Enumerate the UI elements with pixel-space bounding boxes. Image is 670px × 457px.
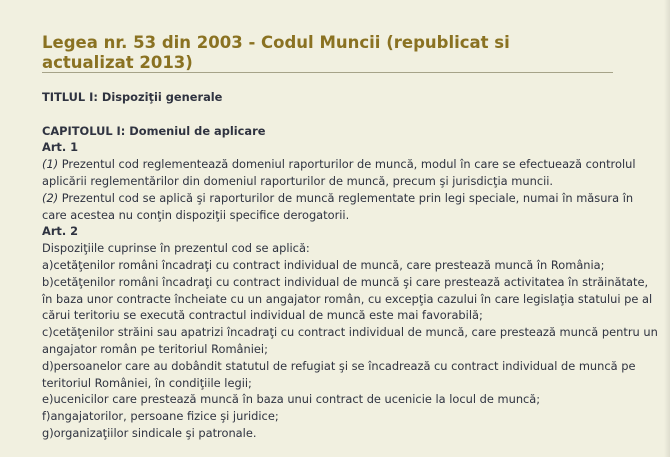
paragraph-text: Prezentul cod se aplică şi raporturilor de muncă reglementate prin legi speciale, numai în măsura în	[58, 190, 634, 205]
article-1-paragraph-2-cont: care acestea nu conţin dispoziţii specifice derogatorii.	[42, 207, 350, 222]
article-1-paragraph-1-cont: aplicării reglementărilor din domeniul raporturilor de muncă, precum şi jurisdicţia muncii.	[42, 173, 554, 188]
capitolul-heading: CAPITOLUL I: Domeniul de aplicare	[42, 123, 266, 138]
paragraph-number: (1)	[42, 157, 59, 172]
title-divider	[42, 72, 613, 73]
article-2-line: d)persoanelor care au dobândit statutul de refugiat şi se încadrează cu contract individual de muncă pe	[42, 358, 636, 373]
page-title	[42, 33, 602, 73]
spacer	[42, 106, 662, 123]
article-2-line: teritoriul României, în condiţiile legii;	[42, 375, 252, 390]
article-2-line: Dispoziţiile cuprinse în prezentul cod se aplică:	[42, 241, 310, 256]
article-1-paragraph-2	[42, 190, 662, 207]
article-2-line: b)cetăţenilor români încadraţi cu contract individual de muncă şi care prestează activitatea în străinătate,	[42, 274, 649, 289]
page-title-line-2: actualizat 2013)	[42, 53, 193, 72]
titlul-heading: TITLUL I: Dispoziţii generale	[42, 90, 223, 104]
article-2-line: cărui teritoriu se execută contractul individual de muncă este mai favorabilă;	[42, 308, 483, 323]
article-2-line: în baza unor contracte încheiate cu un angajator român, cu excepţia cazului în care legislaţia statului pe al	[42, 291, 653, 306]
article-2-heading: Art. 2	[42, 224, 79, 239]
article-2-line: e)ucenicilor care prestează muncă în baza unui contract de ucenicie la locul de muncă;	[42, 392, 541, 407]
article-2-line: f)angajatorilor, persoane fizice şi juridice;	[42, 409, 279, 424]
paragraph-text: Prezentul cod reglementează domeniul raporturilor de muncă, modul în care se efectuează controlul	[58, 157, 636, 172]
article-2-line: g)organizaţiilor sindicale şi patronale.	[42, 425, 257, 440]
page-edge-shadow	[664, 0, 670, 457]
document-body	[42, 89, 662, 442]
article-2-line: angajator român pe teritoriul României;	[42, 341, 268, 356]
page-title-line-1: Legea nr. 53 din 2003 - Codul Muncii (republicat si	[42, 33, 510, 52]
article-2-line: a)cetăţenilor români încadraţi cu contract individual de muncă, care prestează muncă în România;	[42, 257, 605, 272]
article-1-paragraph-1	[42, 156, 662, 173]
article-2-line: c)cetăţenilor străini sau apatrizi încadraţi cu contract individual de muncă, care prestează muncă pentru un	[42, 325, 658, 340]
paragraph-number: (2)	[42, 190, 59, 205]
article-1-heading: Art. 1	[42, 140, 79, 155]
